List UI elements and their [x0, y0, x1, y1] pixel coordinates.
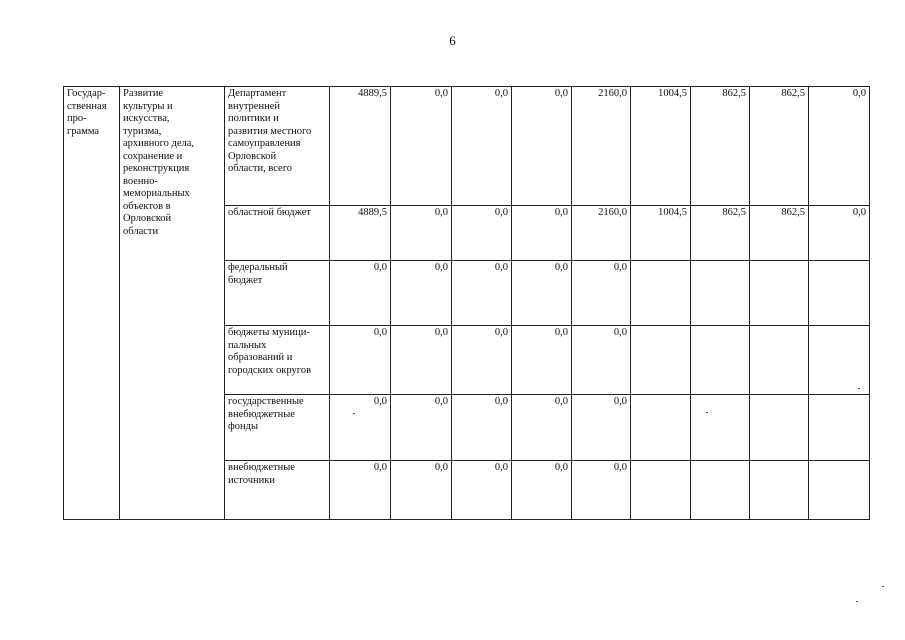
- cell-value: 1004,5: [658, 207, 687, 218]
- value-cell: [330, 261, 391, 326]
- cell-value: 1004,5: [658, 88, 687, 99]
- value-cell: [572, 326, 631, 395]
- cell-value: 0,0: [434, 462, 448, 473]
- cell-value: 0,0: [494, 207, 508, 218]
- row-label-cell: Департамент внутренней политики и развития местного самоуправления Орловской области, всего: [225, 87, 330, 206]
- cell-value: 0,0: [434, 327, 448, 338]
- table-row: [64, 87, 870, 206]
- value-cell: [750, 206, 809, 261]
- value-cell: [391, 261, 452, 326]
- cell-value: 0,0: [554, 262, 568, 273]
- value-cell: [452, 395, 512, 461]
- cell-value: 0,0: [373, 327, 387, 338]
- scan-speck: [353, 413, 355, 414]
- cell-value: 0,0: [434, 207, 448, 218]
- cell-value: 0,0: [554, 327, 568, 338]
- value-cell: [691, 261, 750, 326]
- value-cell: [452, 87, 512, 206]
- value-cell: [512, 261, 572, 326]
- cell-value: 0,0: [373, 462, 387, 473]
- value-cell: [809, 261, 870, 326]
- value-cell: [572, 87, 631, 206]
- value-cell: [691, 395, 750, 461]
- value-cell: [330, 395, 391, 461]
- cell-value: 0,0: [554, 462, 568, 473]
- cell-value: 0,0: [494, 88, 508, 99]
- cell-value: 0,0: [613, 396, 627, 407]
- value-cell: [391, 87, 452, 206]
- value-cell: [691, 461, 750, 520]
- value-cell: [452, 206, 512, 261]
- value-cell: [512, 87, 572, 206]
- value-cell: [750, 87, 809, 206]
- cell-value: 0,0: [434, 396, 448, 407]
- cell-value: 0,0: [373, 262, 387, 273]
- value-cell: [330, 206, 391, 261]
- value-cell: [391, 206, 452, 261]
- cell-value: 0,0: [613, 462, 627, 473]
- value-cell: [512, 326, 572, 395]
- value-cell: [452, 261, 512, 326]
- value-cell: [809, 87, 870, 206]
- value-cell: [631, 206, 691, 261]
- cell-value: 0,0: [852, 207, 866, 218]
- cell-value: 0,0: [494, 262, 508, 273]
- cell-value: 862,5: [781, 88, 805, 99]
- budget-table-body: [64, 87, 870, 520]
- cell-value: 0,0: [554, 207, 568, 218]
- value-cell: [750, 326, 809, 395]
- cell-value: 862,5: [781, 207, 805, 218]
- cell-value: 2160,0: [598, 88, 627, 99]
- value-cell: [631, 87, 691, 206]
- value-cell: [512, 395, 572, 461]
- value-cell: [330, 326, 391, 395]
- value-cell: [631, 395, 691, 461]
- scan-speck: [882, 586, 884, 587]
- cell-value: 4889,5: [358, 207, 387, 218]
- value-cell: [750, 461, 809, 520]
- value-cell: [691, 326, 750, 395]
- cell-value: 0,0: [494, 396, 508, 407]
- value-cell: [691, 206, 750, 261]
- value-cell: [391, 461, 452, 520]
- program-name-cell: Развитие культуры и искусства, туризма, архивного дела, сохранение и реконструкция военно- мемориальных объектов в Орловской области: [120, 87, 225, 520]
- row-label-cell: федеральный бюджет: [225, 261, 330, 326]
- value-cell: [631, 261, 691, 326]
- value-cell: [631, 461, 691, 520]
- cell-value: 0,0: [852, 88, 866, 99]
- page-number: 6: [449, 33, 456, 48]
- cell-value: 862,5: [722, 88, 746, 99]
- cell-value: 0,0: [434, 262, 448, 273]
- cell-value: 0,0: [613, 327, 627, 338]
- row-label-cell: областной бюджет: [225, 206, 330, 261]
- value-cell: [572, 261, 631, 326]
- scan-speck: [706, 412, 708, 413]
- value-cell: [330, 461, 391, 520]
- cell-value: 0,0: [494, 462, 508, 473]
- value-cell: [809, 461, 870, 520]
- value-cell: [809, 326, 870, 395]
- row-label-cell: бюджеты муници- пальных образований и городских округов: [225, 326, 330, 395]
- cell-value: 0,0: [494, 327, 508, 338]
- value-cell: [809, 395, 870, 461]
- cell-value: 0,0: [373, 396, 387, 407]
- row-label-cell: внебюджетные источники: [225, 461, 330, 520]
- value-cell: [572, 461, 631, 520]
- program-type-cell: Государ- ственная про- грамма: [64, 87, 120, 520]
- scan-speck: [858, 388, 860, 389]
- value-cell: [572, 395, 631, 461]
- cell-value: 4889,5: [358, 88, 387, 99]
- value-cell: [452, 461, 512, 520]
- value-cell: [452, 326, 512, 395]
- value-cell: [631, 326, 691, 395]
- value-cell: [750, 261, 809, 326]
- value-cell: [391, 326, 452, 395]
- cell-value: 2160,0: [598, 207, 627, 218]
- value-cell: [750, 395, 809, 461]
- cell-value: 0,0: [613, 262, 627, 273]
- budget-table: [63, 86, 870, 520]
- row-label-cell: государственные внебюджетные фонды: [225, 395, 330, 461]
- value-cell: [572, 206, 631, 261]
- scan-speck: [856, 601, 858, 602]
- value-cell: [512, 461, 572, 520]
- value-cell: [691, 87, 750, 206]
- value-cell: [330, 87, 391, 206]
- cell-value: 862,5: [722, 207, 746, 218]
- value-cell: [391, 395, 452, 461]
- cell-value: 0,0: [554, 396, 568, 407]
- value-cell: [512, 206, 572, 261]
- cell-value: 0,0: [554, 88, 568, 99]
- value-cell: [809, 206, 870, 261]
- cell-value: 0,0: [434, 88, 448, 99]
